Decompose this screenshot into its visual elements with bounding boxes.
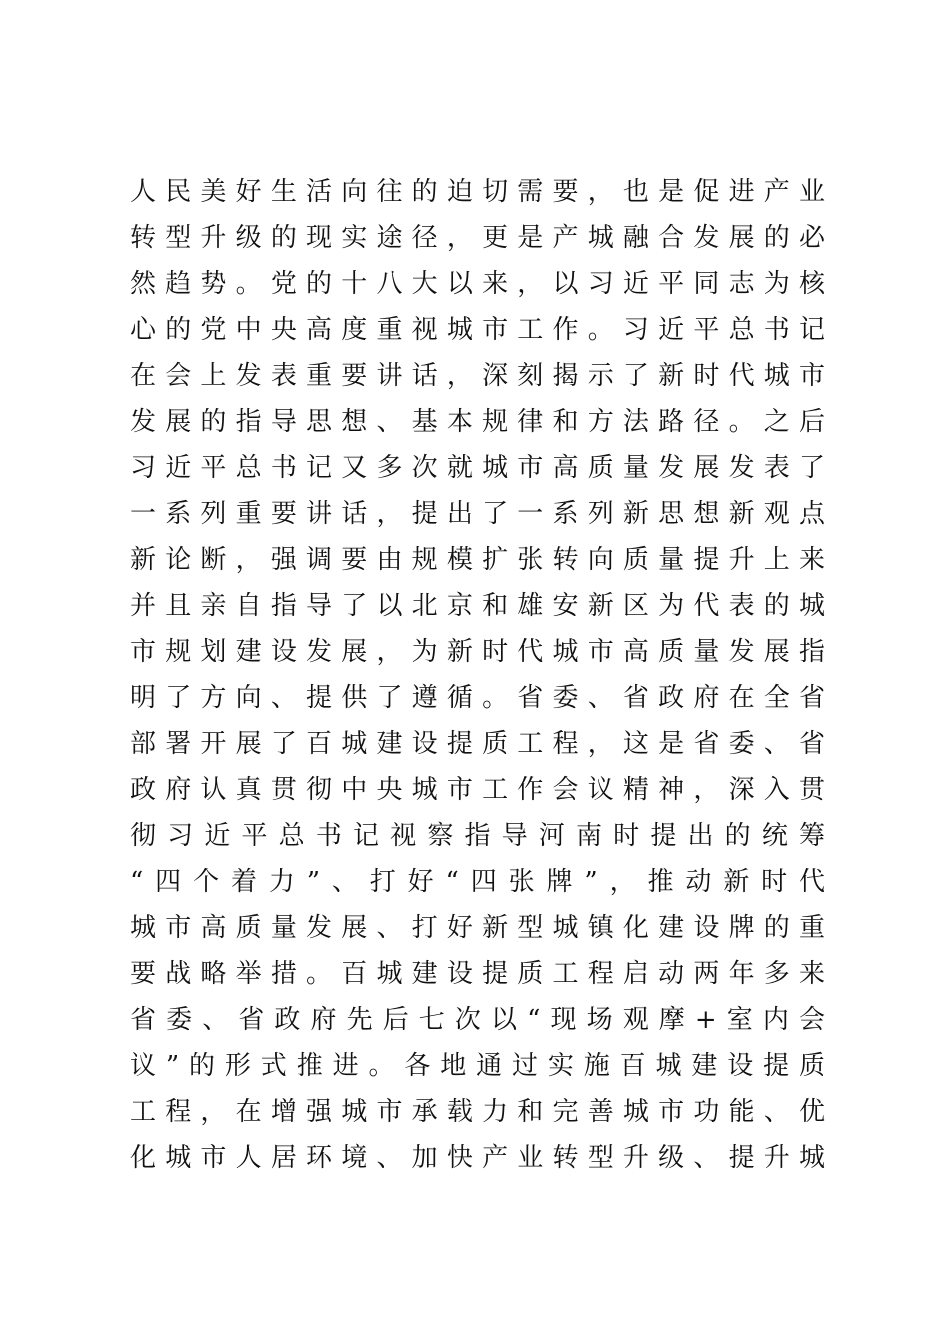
text-line: 议”的形式推进。各地通过实施百城建设提质 bbox=[130, 1051, 825, 1081]
text-line: 彻习近平总书记视察指导河南时提出的统筹 bbox=[130, 821, 825, 851]
text-line: 部署开展了百城建设提质工程，这是省委、省 bbox=[130, 729, 825, 759]
text-line: 在会上发表重要讲话，深刻揭示了新时代城市 bbox=[130, 361, 825, 391]
text-line: 人民美好生活向往的迫切需要，也是促进产业 bbox=[130, 177, 825, 207]
text-line: 心的党中央高度重视城市工作。习近平总书记 bbox=[130, 315, 825, 345]
body-text bbox=[130, 169, 825, 1181]
text-line: 新论断，强调要由规模扩张转向质量提升上来 bbox=[130, 545, 825, 575]
text-line: 城市高质量发展、打好新型城镇化建设牌的重 bbox=[130, 913, 825, 943]
text-line: “四个着力”、打好“四张牌”，推动新时代 bbox=[130, 867, 825, 897]
text-line: 转型升级的现实途径，更是产城融合发展的必 bbox=[130, 223, 825, 253]
text-line: 然趋势。党的十八大以来，以习近平同志为核 bbox=[130, 269, 825, 299]
text-line: 明了方向、提供了遵循。省委、省政府在全省 bbox=[130, 683, 825, 713]
text-line: 并且亲自指导了以北京和雄安新区为代表的城 bbox=[130, 591, 825, 621]
text-line: 市规划建设发展，为新时代城市高质量发展指 bbox=[130, 637, 825, 667]
text-line: 政府认真贯彻中央城市工作会议精神，深入贯 bbox=[130, 775, 825, 805]
text-line: 一系列重要讲话，提出了一系列新思想新观点 bbox=[130, 499, 825, 529]
text-line: 省委、省政府先后七次以“现场观摩+室内会 bbox=[130, 1005, 825, 1035]
text-line: 要战略举措。百城建设提质工程启动两年多来 bbox=[130, 959, 825, 989]
text-line: 工程，在增强城市承载力和完善城市功能、优 bbox=[130, 1097, 825, 1127]
text-line: 习近平总书记又多次就城市高质量发展发表了 bbox=[130, 453, 825, 483]
text-line: 发展的指导思想、基本规律和方法路径。之后 bbox=[130, 407, 825, 437]
text-line: 化城市人居环境、加快产业转型升级、提升城 bbox=[130, 1143, 825, 1173]
